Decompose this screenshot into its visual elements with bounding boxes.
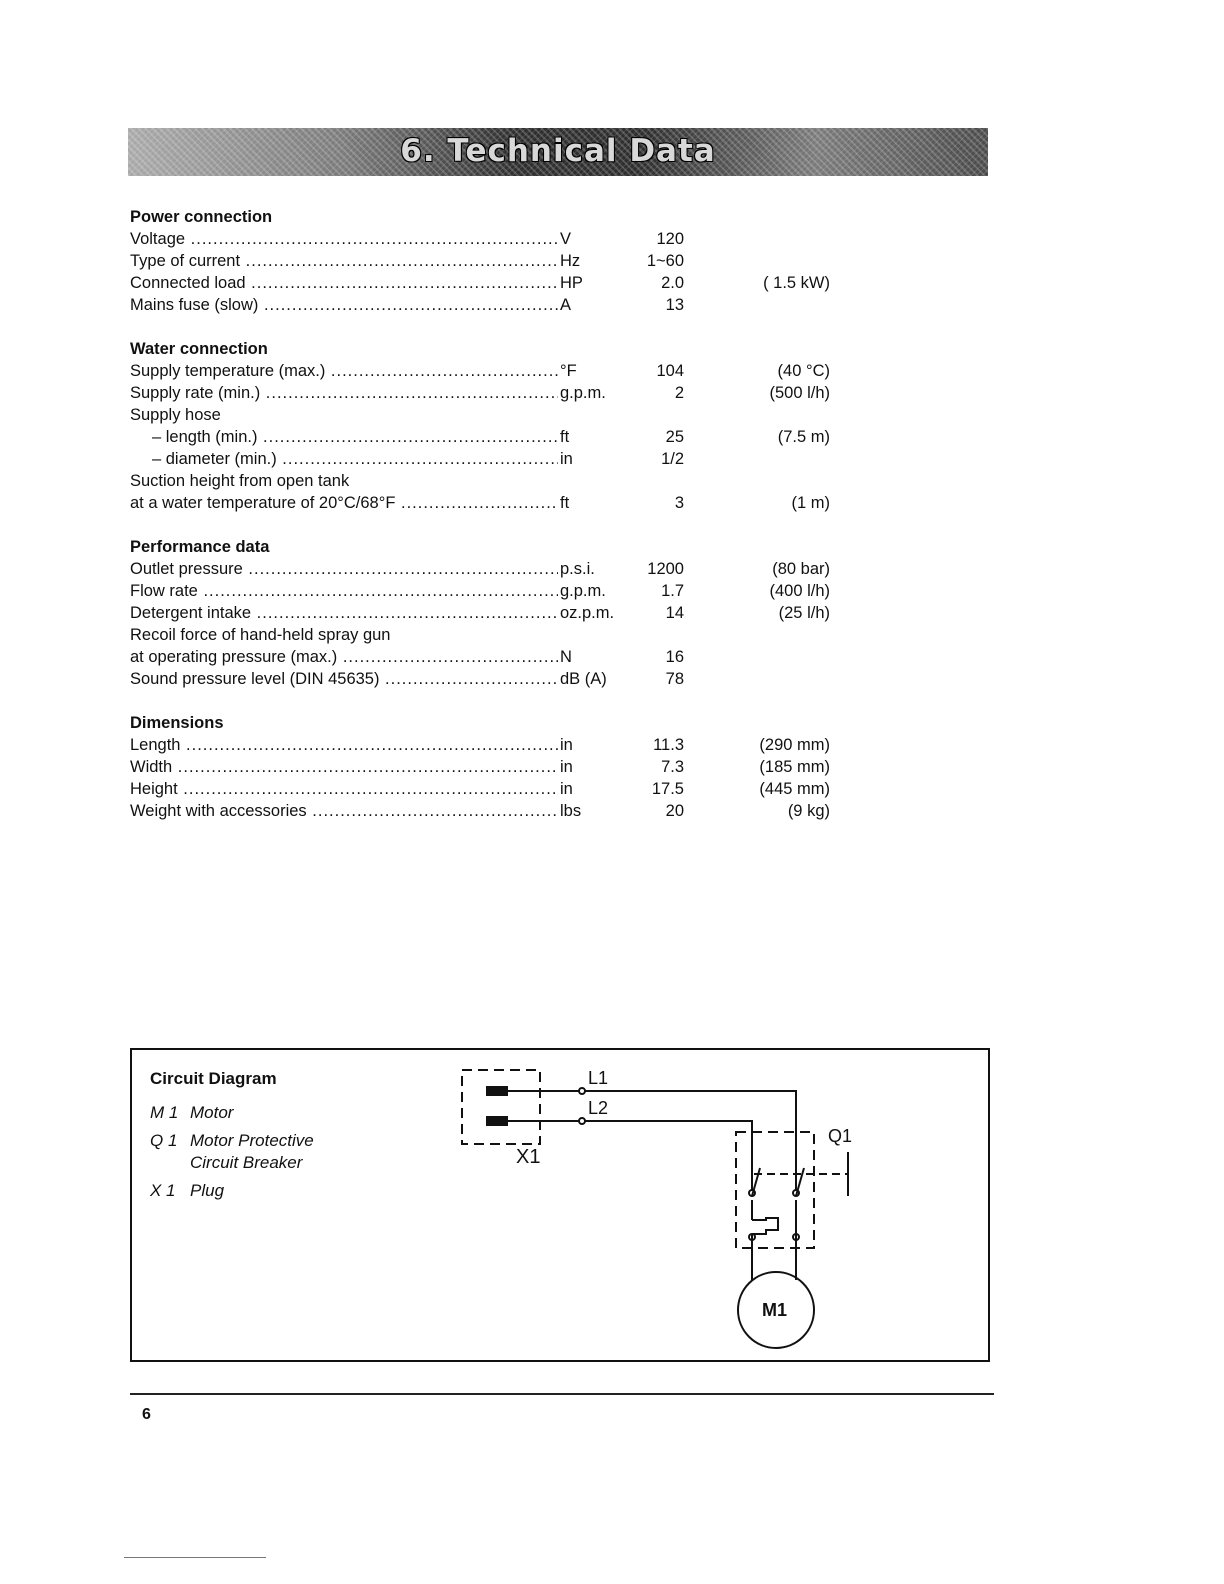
section-heading: Power connection xyxy=(130,208,273,226)
spec-label: Connected load ..... xyxy=(130,272,558,294)
spec-value: 78 xyxy=(665,670,684,688)
circuit-schematic xyxy=(132,1050,988,1360)
spec-unit: oz.p.m. xyxy=(560,604,615,622)
spec-metric: ( 1.5 kW) xyxy=(763,274,830,292)
switch-blade-1 xyxy=(752,1168,760,1196)
spec-row xyxy=(130,558,850,580)
label-m1: M1 xyxy=(762,1300,788,1320)
spec-label: Suction height from open tank xyxy=(130,472,350,490)
section-banner xyxy=(128,128,988,176)
spec-unit: Hz xyxy=(560,252,581,270)
spec-row xyxy=(130,646,850,668)
legend-name: Plug xyxy=(190,1181,225,1200)
spec-row xyxy=(130,294,850,316)
spec-label: Supply temperature (max.) ..... xyxy=(130,360,558,382)
switch-blade-2 xyxy=(796,1168,804,1196)
spec-value: 104 xyxy=(656,362,684,380)
spec-unit: g.p.m. xyxy=(560,582,606,600)
spec-label: Width ..... xyxy=(130,756,558,778)
spec-label: Recoil force of hand-held spray gun xyxy=(130,626,391,644)
spec-label: Detergent intake ..... xyxy=(130,602,558,624)
spec-value: 16 xyxy=(665,648,684,666)
spec-unit: V xyxy=(560,230,572,248)
footer-underline xyxy=(124,1557,266,1558)
terminal-l2 xyxy=(579,1118,585,1124)
spec-unit: in xyxy=(560,450,573,468)
spec-row xyxy=(130,580,850,602)
spec-label: Type of current ..... xyxy=(130,250,558,272)
spec-label: – diameter (min.) ..... xyxy=(152,448,558,470)
spec-unit: dB (A) xyxy=(560,670,607,688)
spec-value: 1.7 xyxy=(661,582,684,600)
spec-value: 2.0 xyxy=(661,274,684,292)
spec-metric: (9 kg) xyxy=(787,802,830,820)
spec-row xyxy=(130,668,850,690)
spec-metric: (25 l/h) xyxy=(778,604,830,622)
spec-metric: (1 m) xyxy=(791,494,830,512)
spec-value: 25 xyxy=(665,428,684,446)
spec-row xyxy=(130,404,850,426)
section-power-connection xyxy=(130,206,850,316)
plug-pin-l2-icon xyxy=(486,1116,508,1126)
spec-label: at operating pressure (max.) ..... xyxy=(130,646,558,668)
label-x1: X1 xyxy=(516,1146,541,1168)
spec-value: 7.3 xyxy=(661,758,684,776)
spec-value: 2 xyxy=(674,384,684,402)
spec-value: 17.5 xyxy=(651,780,684,798)
spec-label: Sound pressure level (DIN 45635) ..... xyxy=(130,668,558,690)
plug-x1-box xyxy=(462,1070,540,1144)
spec-value: 1/2 xyxy=(661,450,684,468)
spec-metric: (40 °C) xyxy=(777,362,830,380)
spec-row xyxy=(130,492,850,514)
spec-value: 1~60 xyxy=(646,252,684,270)
terminal-l1 xyxy=(579,1088,585,1094)
section-dimensions xyxy=(130,712,850,822)
spec-label: Supply rate (min.) ..... xyxy=(130,382,558,404)
spec-label: Weight with accessories ..... xyxy=(130,800,558,822)
label-l1: L1 xyxy=(588,1068,609,1088)
spec-row xyxy=(130,470,850,492)
spec-value: 14 xyxy=(665,604,684,622)
spec-metric: (185 mm) xyxy=(759,758,830,776)
spec-row xyxy=(130,756,850,778)
spec-row xyxy=(130,734,850,756)
spec-label: Length ..... xyxy=(130,734,558,756)
spec-label: Height ..... xyxy=(130,778,558,800)
section-water-connection xyxy=(130,338,850,514)
circuit-diagram-box xyxy=(130,1048,990,1362)
spec-label: at a water temperature of 20°C/68°F ..... xyxy=(130,492,558,514)
spec-value: 3 xyxy=(674,494,684,512)
spec-metric: (290 mm) xyxy=(759,736,830,754)
spec-value: 1200 xyxy=(647,560,684,578)
spec-value: 13 xyxy=(665,296,684,314)
wire-l2 xyxy=(585,1121,752,1190)
section-performance-data xyxy=(130,536,850,690)
page-title: 6. Technical Data xyxy=(400,133,716,169)
spec-unit: lbs xyxy=(560,802,582,820)
page-number: 6 xyxy=(142,1406,151,1423)
spec-label: Supply hose xyxy=(130,406,221,424)
spec-unit: °F xyxy=(560,362,577,380)
spec-row xyxy=(130,250,850,272)
legend-code: X 1 xyxy=(150,1181,176,1200)
section-heading: Performance data xyxy=(130,538,270,556)
label-q1: Q1 xyxy=(828,1126,853,1146)
spec-unit: in xyxy=(560,758,573,776)
spec-unit: p.s.i. xyxy=(560,560,595,578)
spec-metric: (80 bar) xyxy=(772,560,830,578)
spec-label: Mains fuse (slow) ..... xyxy=(130,294,558,316)
spec-value: 11.3 xyxy=(653,736,684,754)
legend-name: Motor xyxy=(190,1103,234,1122)
spec-unit: in xyxy=(560,736,573,754)
spec-metric: (400 l/h) xyxy=(769,582,830,600)
spec-unit: g.p.m. xyxy=(560,384,606,402)
spec-row xyxy=(130,778,850,800)
spec-unit: in xyxy=(560,780,573,798)
spec-value: 20 xyxy=(665,802,684,820)
wire-l1 xyxy=(585,1091,796,1190)
spec-label: Outlet pressure ..... xyxy=(130,558,558,580)
legend-code: M 1 xyxy=(150,1103,179,1122)
thermal-trip xyxy=(752,1218,778,1234)
section-heading: Water connection xyxy=(130,340,268,358)
spec-row xyxy=(130,624,850,646)
spec-unit: ft xyxy=(560,428,570,446)
spec-unit: HP xyxy=(560,274,583,292)
spec-metric: (500 l/h) xyxy=(769,384,830,402)
spec-value: 120 xyxy=(656,230,684,248)
section-heading: Dimensions xyxy=(130,714,224,732)
plug-pin-l1-icon xyxy=(486,1086,508,1096)
spec-row xyxy=(130,382,850,404)
legend-code: Q 1 xyxy=(150,1131,178,1150)
spec-row xyxy=(130,426,850,448)
spec-unit: N xyxy=(560,648,572,666)
circuit-title: Circuit Diagram xyxy=(150,1069,277,1088)
label-l2: L2 xyxy=(588,1098,609,1118)
spec-row xyxy=(130,800,850,822)
spec-row xyxy=(130,360,850,382)
spec-unit: A xyxy=(560,296,572,314)
spec-row xyxy=(130,228,850,250)
legend-name: Motor Protective Circuit Breaker xyxy=(190,1131,314,1172)
spec-metric: (7.5 m) xyxy=(777,428,830,446)
spec-label: Voltage ..... xyxy=(130,228,558,250)
spec-row xyxy=(130,448,850,470)
spec-row xyxy=(130,272,850,294)
spec-label: Flow rate ..... xyxy=(130,580,558,602)
spec-unit: ft xyxy=(560,494,570,512)
spec-label: – length (min.) ..... xyxy=(152,426,558,448)
spec-row xyxy=(130,602,850,624)
spec-table xyxy=(130,206,850,844)
footer-rule xyxy=(130,1393,994,1395)
spec-metric: (445 mm) xyxy=(759,780,830,798)
